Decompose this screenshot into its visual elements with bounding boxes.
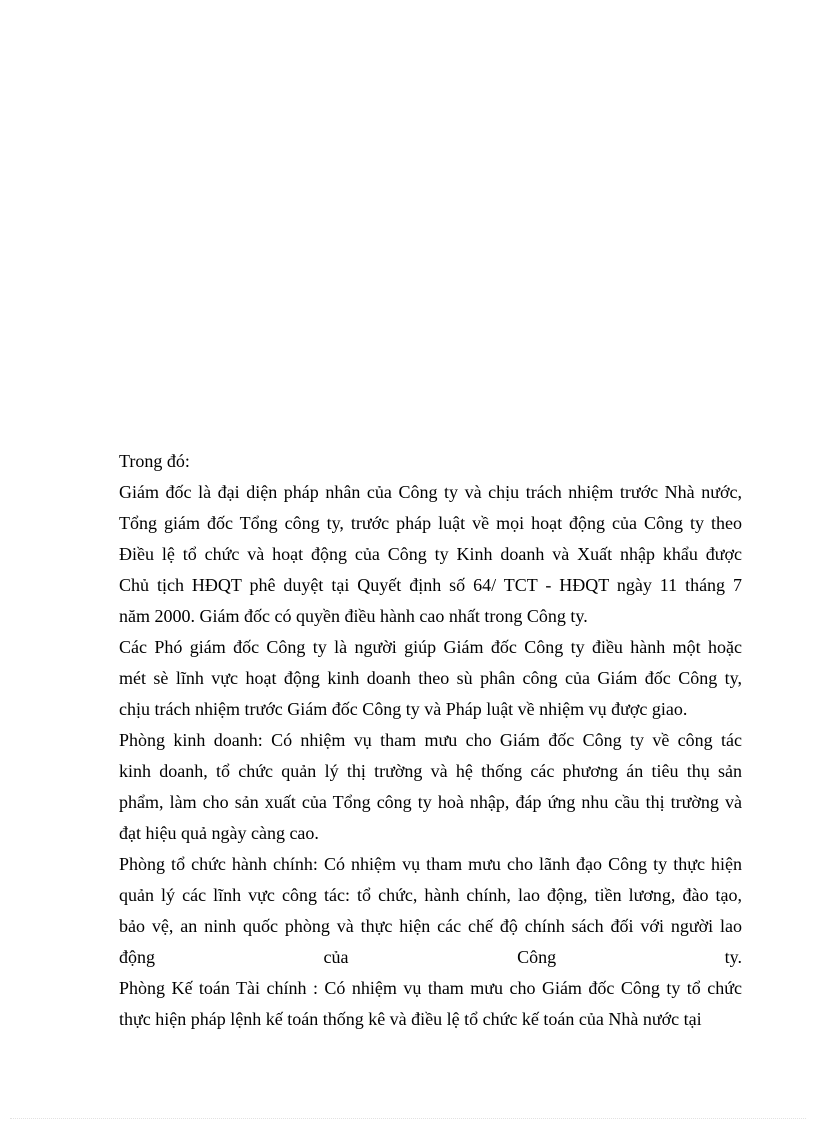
text-line: Trong đó:: [119, 451, 190, 471]
text-line: quản lý các lĩnh vực công tác: tổ chức, hành chính, lao động, tiền lương, đào tạo,: [119, 885, 742, 905]
text-line: Chủ tịch HĐQT phê duyệt tại Quyết định số 64/ TCT - HĐQT ngày 11 tháng 7: [119, 575, 742, 595]
document-body: [119, 446, 742, 1035]
text-line: bảo vệ, an ninh quốc phòng và thực hiện các chế độ chính sách đối với người lao: [119, 916, 742, 936]
text-line: thực hiện pháp lệnh kế toán thống kê và điều lệ tổ chức kế toán của Nhà nước tại: [119, 1009, 702, 1029]
text-line: đạt hiệu quả ngày càng cao.: [119, 823, 319, 843]
text-line: kinh doanh, tổ chức quản lý thị trường và hệ thống các phương án tiêu thụ sản: [119, 761, 742, 781]
text-line: Điều lệ tổ chức và hoạt động của Công ty Kinh doanh và Xuất nhập khẩu được: [119, 544, 742, 564]
text-line: Phòng Kế toán Tài chính : Có nhiệm vụ tham mưu cho Giám đốc Công ty tổ chức: [119, 978, 742, 998]
text-line: Phòng tổ chức hành chính: Có nhiệm vụ tham mưu cho lãnh đạo Công ty thực hiện: [119, 854, 742, 874]
page-bottom-rule: [10, 1118, 806, 1119]
text-line: Tổng giám đốc Tổng công ty, trước pháp luật về mọi hoạt động của Công ty theo: [119, 513, 742, 533]
text-line: Giám đốc là đại diện pháp nhân của Công ty và chịu trách nhiệm trước Nhà nước,: [119, 482, 742, 502]
text-line: phẩm, làm cho sản xuất của Tổng công ty hoà nhập, đáp ứng nhu cầu thị trường và: [119, 792, 742, 812]
text-line: động của Công ty.: [119, 947, 742, 967]
text-line: chịu trách nhiệm trước Giám đốc Công ty và Pháp luật về nhiệm vụ được giao.: [119, 699, 688, 719]
text-line: Phòng kinh doanh: Có nhiệm vụ tham mưu cho Giám đốc Công ty về công tác: [119, 730, 742, 750]
text-line: năm 2000. Giám đốc có quyền điều hành cao nhất trong Công ty.: [119, 606, 588, 626]
text-line: Các Phó giám đốc Công ty là người giúp Giám đốc Công ty điều hành một hoặc: [119, 637, 742, 657]
text-line: mét sè lĩnh vực hoạt động kinh doanh theo sù phân công của Giám đốc Công ty,: [119, 668, 742, 688]
